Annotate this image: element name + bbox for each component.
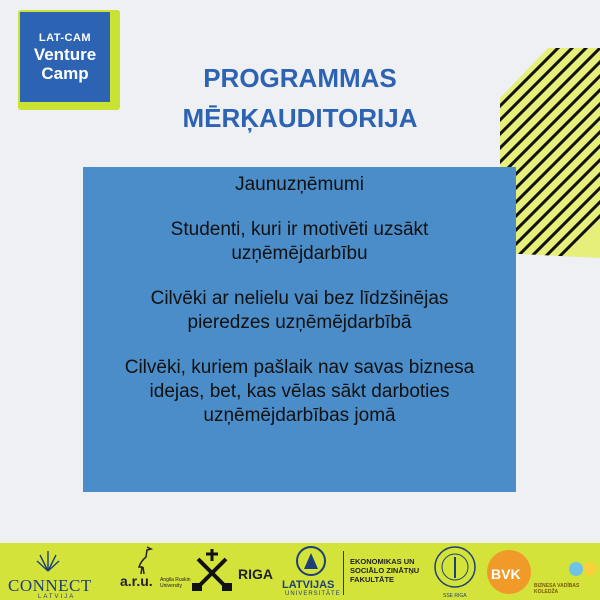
title-line-1: PROGRAMMAS xyxy=(203,63,397,93)
bvk-logo-sub: BIZNESA VADĪBAS KOLEDŽA xyxy=(534,583,580,595)
connect-logo-text: CONNECT xyxy=(8,576,92,595)
logo-line-1: LAT-CAM xyxy=(38,32,92,44)
sponsor-footer xyxy=(0,543,600,600)
connect-logo-sub: LATVIJA xyxy=(38,594,76,600)
title-line-2: MĒRĶAUDITORIJA xyxy=(182,103,418,133)
connect-burst-icon xyxy=(36,549,60,573)
logo-line-3: Camp xyxy=(41,64,89,83)
econ-faculty-text xyxy=(350,557,419,584)
lu-crest-icon xyxy=(295,545,327,579)
aru-logo-text: a.r.u. xyxy=(120,573,153,589)
audience-novices-l2: pieredzes uzņēmējdarbībā xyxy=(187,312,412,333)
econ-line-2: SOCIĀLO ZINĀTŅU xyxy=(350,566,420,575)
audience-novices-l1: Cilvēki ar nelielu vai bez līdzšinējas xyxy=(150,288,449,309)
audience-startups: Jaunuzņēmumi xyxy=(235,174,364,195)
bvk-logo-text: BVK xyxy=(491,566,521,582)
aru-heron-icon xyxy=(133,545,153,575)
logo-line-2: Venture xyxy=(33,45,97,64)
logo-panel xyxy=(20,12,110,102)
riga-keys-icon xyxy=(190,549,234,593)
bvk-dots-icon xyxy=(568,561,598,577)
lu-logo-text: LATVIJAS xyxy=(282,579,335,591)
aru-logo-sub: Anglia Ruskin University xyxy=(160,577,191,589)
audience-seekers-l2: idejas, bet, kas vēlas sākt darboties xyxy=(149,381,450,402)
riga-logo-text: RIGA xyxy=(238,566,273,582)
sponsor-divider xyxy=(343,551,344,595)
econ-line-3: FAKULTĀTE xyxy=(350,575,395,584)
audience-seekers-l3: uzņēmējdarbības jomā xyxy=(203,405,396,426)
sse-logo-sub: SSE RIGA xyxy=(443,593,467,599)
audience-box xyxy=(83,167,516,492)
lu-logo-sub: UNIVERSITĀTE xyxy=(285,591,341,597)
audience-students-l2: uzņēmējdarbību xyxy=(231,243,368,264)
econ-line-1: EKONOMIKAS UN xyxy=(350,557,415,566)
sse-seal-icon xyxy=(433,545,477,591)
audience-students-l1: Studenti, kuri ir motivēti uzsākt xyxy=(170,219,429,240)
page-title xyxy=(140,58,460,138)
lat-cam-logo xyxy=(18,10,120,110)
audience-seekers-l1: Cilvēki, kuriem pašlaik nav savas biznesa xyxy=(124,357,475,378)
